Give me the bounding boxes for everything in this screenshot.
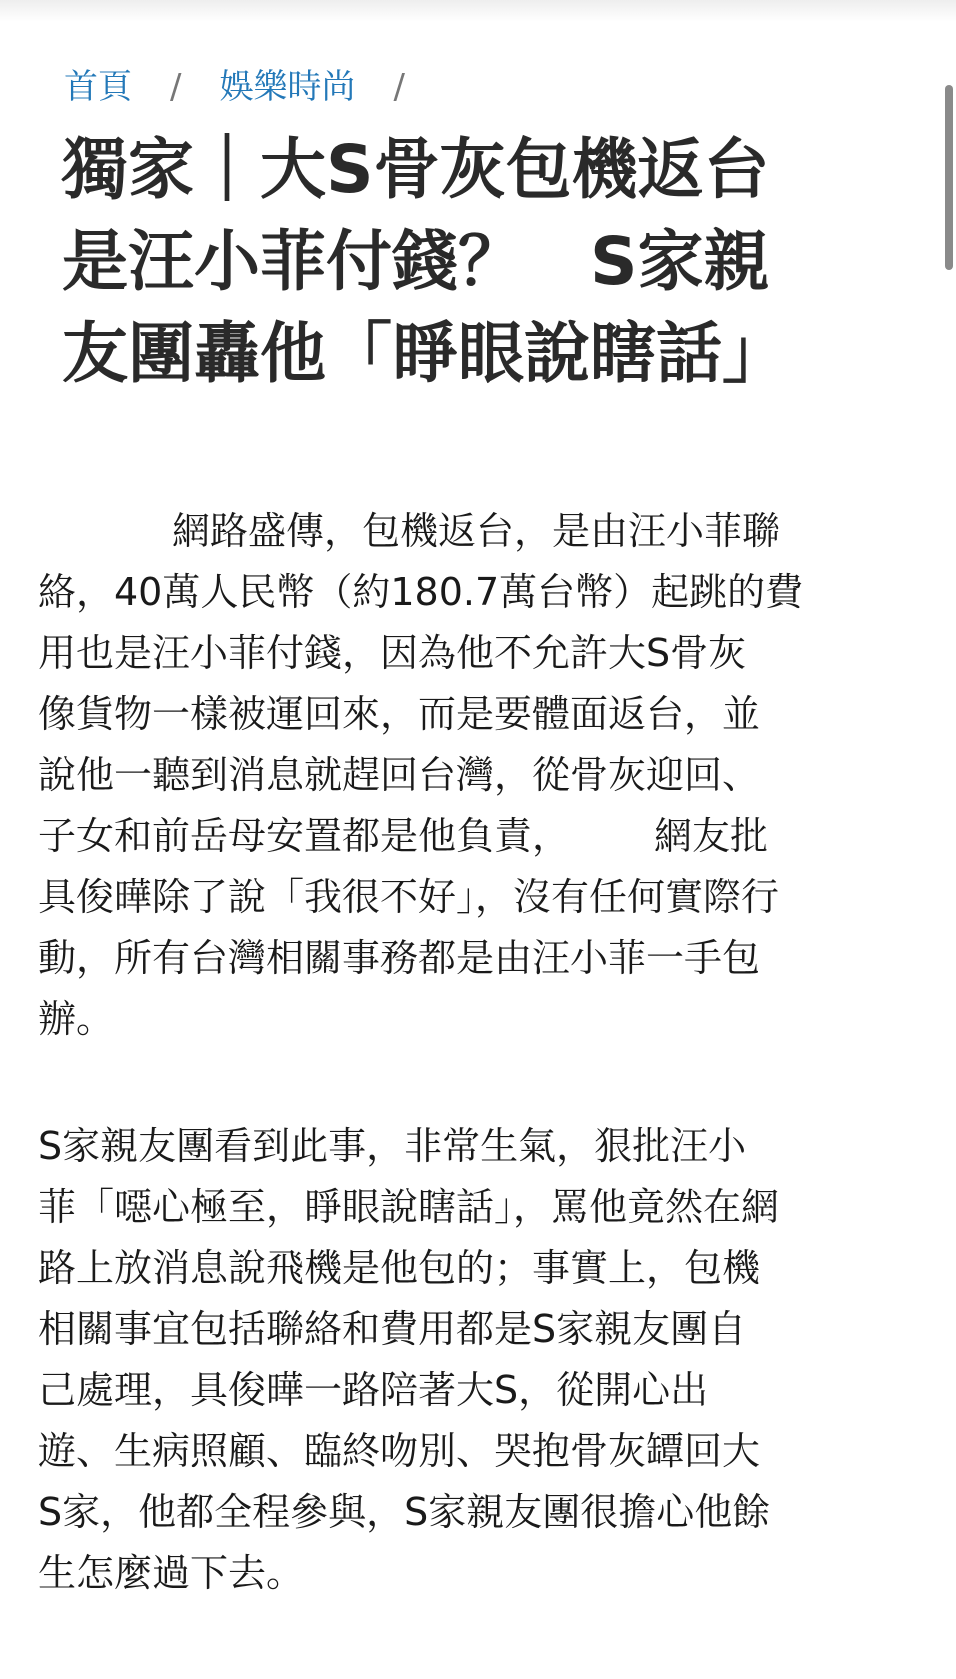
paragraph-line xyxy=(38,806,918,867)
breadcrumb-separator: / xyxy=(393,67,405,107)
title-line: 獨家｜大S骨灰包機返台 xyxy=(62,131,770,208)
article-paragraph-1 xyxy=(38,501,918,1050)
paragraph-text: 子女和前岳母安置都是他負責， xyxy=(38,814,571,858)
paragraph-line: 辦。 xyxy=(38,997,115,1041)
scrollbar-thumb[interactable] xyxy=(945,85,953,270)
paragraph-line: 說他一聽到消息就趕回台灣，從骨灰迎回、 xyxy=(38,753,761,797)
paragraph-line: 相關事宜包括聯絡和費用都是S家親友團自 xyxy=(38,1307,747,1351)
paragraph-line: 遊、生病照顧、臨終吻別、哭抱骨灰罈回大 xyxy=(38,1429,761,1473)
paragraph-line: 像貨物一樣被運回來，而是要體面返台，並 xyxy=(38,692,761,736)
top-status-strip xyxy=(0,0,956,22)
paragraph-line: S家親友團看到此事，非常生氣，狠批汪小 xyxy=(38,1124,747,1168)
paragraph-line: 絡，40萬人民幣（約180.7萬台幣）起跳的費 xyxy=(38,570,804,614)
breadcrumb xyxy=(64,62,443,112)
article-paragraph-2 xyxy=(38,1116,918,1604)
paragraph-line: 菲「噁心極至，睜眼說瞎話」，罵他竟然在網 xyxy=(38,1185,780,1229)
paragraph-line: 具俊曄除了說「我很不好」，沒有任何實際行 xyxy=(38,875,780,919)
paragraph-line: 己處理，具俊曄一路陪著大S，從開心出 xyxy=(38,1368,709,1412)
paragraph-line: 網路盛傳，包機返台，是由汪小菲聯 xyxy=(172,509,781,553)
breadcrumb-home-link[interactable]: 首頁 xyxy=(64,67,132,107)
breadcrumb-separator: / xyxy=(170,67,182,107)
breadcrumb-category-link[interactable]: 娛樂時尚 xyxy=(219,67,356,107)
paragraph-line: 動，所有台灣相關事務都是由汪小菲一手包 xyxy=(38,936,761,980)
article-title xyxy=(62,124,862,400)
paragraph-line: 用也是汪小菲付錢，因為他不允許大S骨灰 xyxy=(38,631,747,675)
title-line: 友團轟他「睜眼說瞎話」 xyxy=(62,315,788,392)
paragraph-line: 路上放消息說飛機是他包的；事實上，包機 xyxy=(38,1246,761,1290)
page-scrollbar[interactable] xyxy=(942,40,956,1640)
paragraph-text: 網友批 xyxy=(654,814,769,858)
title-line: 是汪小菲付錢？ S家親 xyxy=(62,223,770,300)
paragraph-line: 生怎麼過下去。 xyxy=(38,1551,305,1595)
paragraph-line: S家，他都全程參與，S家親友團很擔心他餘 xyxy=(38,1490,771,1534)
redacted-area xyxy=(570,822,654,856)
